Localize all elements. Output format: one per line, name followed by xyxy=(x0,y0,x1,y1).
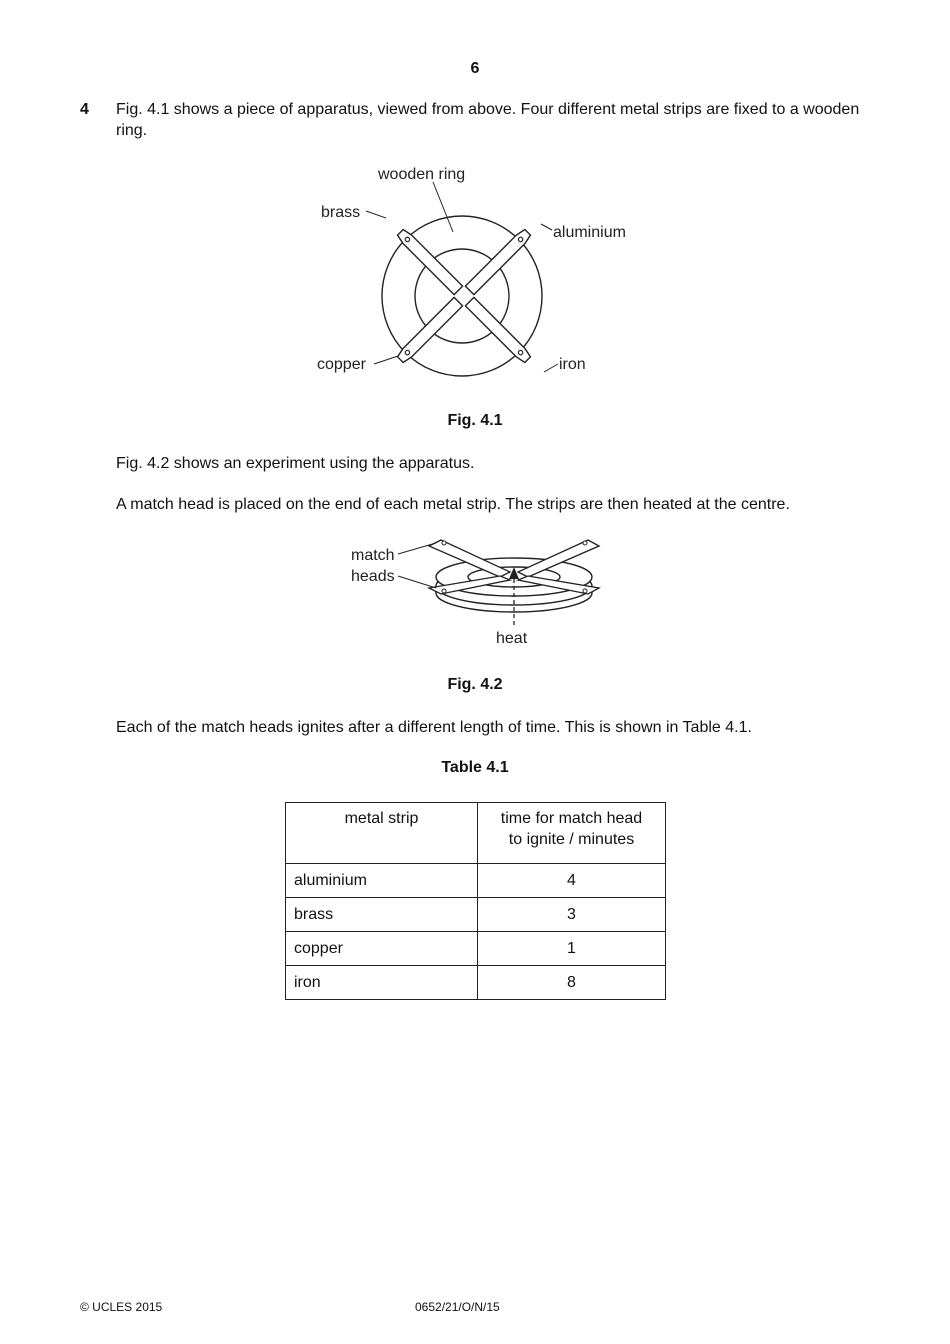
footer-copyright: © UCLES 2015 xyxy=(80,1300,163,1314)
table-header-row xyxy=(286,803,666,864)
fig-4-1-caption: Fig. 4.1 xyxy=(447,412,503,429)
table-row xyxy=(286,966,666,1000)
label-heads: heads xyxy=(351,568,395,585)
paragraph-match-heads: A match head is placed on the end of each metal strip. The strips are then heated at the centre. xyxy=(116,496,790,513)
header-time xyxy=(478,803,666,864)
cell-metal: iron xyxy=(286,966,478,1000)
label-aluminium: aluminium xyxy=(553,224,626,241)
footer-paper-code: 0652/21/O/N/15 xyxy=(415,1300,500,1314)
cell-time: 4 xyxy=(478,864,666,898)
label-wooden-ring: wooden ring xyxy=(378,166,466,183)
cell-time: 1 xyxy=(478,932,666,966)
label-heat: heat xyxy=(496,630,528,647)
table-title: Table 4.1 xyxy=(441,759,509,776)
paragraph-fig42-intro: Fig. 4.2 shows an experiment using the apparatus. xyxy=(116,455,475,472)
cell-metal: brass xyxy=(286,898,478,932)
label-brass: brass xyxy=(321,204,361,221)
table-row xyxy=(286,932,666,966)
table-row xyxy=(286,864,666,898)
label-iron: iron xyxy=(559,356,586,373)
label-match: match xyxy=(351,547,395,564)
label-copper: copper xyxy=(317,356,366,373)
cell-time: 8 xyxy=(478,966,666,1000)
figure-4-1 xyxy=(0,150,950,400)
question-intro: Fig. 4.1 shows a piece of apparatus, viewed from above. Four different metal strips are fixed to a wooden ring. xyxy=(116,101,860,139)
cell-time: 3 xyxy=(478,898,666,932)
header-time-line1: time for match head xyxy=(500,810,643,827)
paragraph-table-intro: Each of the match heads ignites after a different length of time. This is shown in Table 4.1. xyxy=(116,719,752,736)
header-metal-strip: metal strip xyxy=(286,803,478,864)
figure-4-2 xyxy=(0,530,950,655)
ignition-time-table xyxy=(285,802,666,1000)
header-time-line2: to ignite / minutes xyxy=(508,831,635,848)
question-number: 4 xyxy=(80,101,89,118)
cell-metal: copper xyxy=(286,932,478,966)
page-number: 6 xyxy=(470,60,480,77)
cell-metal: aluminium xyxy=(286,864,478,898)
table-row xyxy=(286,898,666,932)
fig-4-2-caption: Fig. 4.2 xyxy=(447,676,503,693)
